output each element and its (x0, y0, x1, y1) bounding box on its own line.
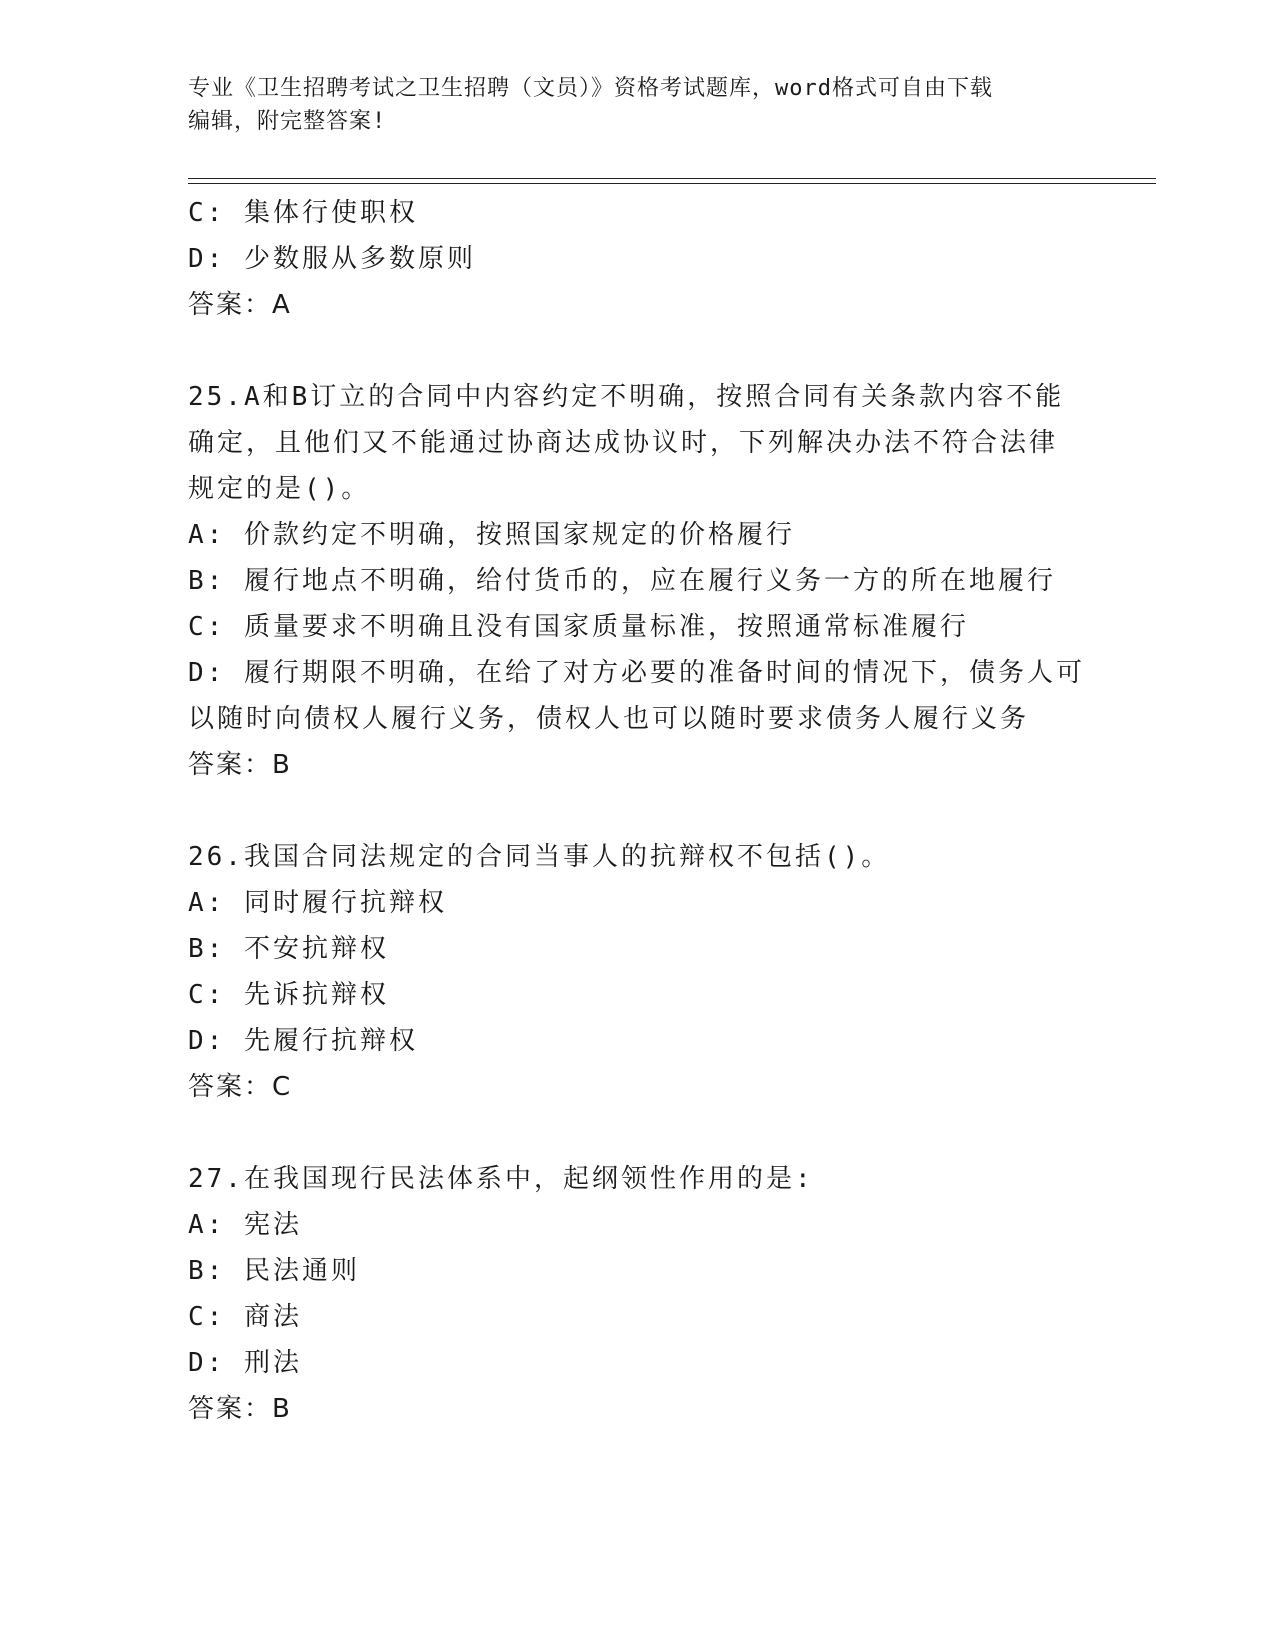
option-c: C: 先诉抗辩权 (188, 980, 389, 1010)
header-divider-top (188, 178, 1156, 179)
option-d: D: 履行期限不明确，在给了对方必要的准备时间的情况下，债务人可 (188, 658, 1085, 688)
question-list (188, 190, 1088, 1432)
question-25 (188, 374, 1088, 788)
option-b: B: 不安抗辩权 (188, 934, 389, 964)
question-stem: 确定，且他们又不能通过协商达成协议时，下列解决办法不符合法律 (188, 428, 1059, 458)
question-stem: 规定的是()。 (188, 474, 371, 504)
option-d-continued: 以随时向债权人履行义务，债权人也可以随时要求债务人履行义务 (188, 704, 1030, 734)
option-c: C: 质量要求不明确且没有国家质量标准，按照通常标准履行 (188, 612, 969, 642)
option-d: D: 少数服从多数原则 (188, 244, 476, 274)
header-line-1: 专业《卫生招聘考试之卫生招聘（文员）》资格考试题库，word格式可自由下载 (188, 76, 993, 101)
header-line-2: 编辑，附完整答案! (188, 109, 387, 134)
question-24-tail (188, 190, 1088, 328)
option-c: C: 商法 (188, 1302, 302, 1332)
option-c: C: 集体行使职权 (188, 198, 418, 228)
question-stem: 26.我国合同法规定的合同当事人的抗辩权不包括()。 (188, 842, 891, 872)
answer: 答案：C (188, 1072, 293, 1102)
question-27 (188, 1156, 1088, 1432)
document-header (188, 72, 1068, 138)
spacer (188, 1110, 1088, 1156)
header-divider-bottom (188, 183, 1156, 184)
question-stem: 25.A和B订立的合同中内容约定不明确，按照合同有关条款内容不能 (188, 382, 1065, 412)
question-26 (188, 834, 1088, 1110)
option-a: A: 宪法 (188, 1210, 302, 1240)
spacer (188, 788, 1088, 834)
option-a: A: 价款约定不明确，按照国家规定的价格履行 (188, 520, 795, 550)
option-b: B: 履行地点不明确，给付货币的，应在履行义务一方的所在地履行 (188, 566, 1056, 596)
answer: 答案：B (188, 1394, 292, 1424)
spacer (188, 328, 1088, 374)
option-b: B: 民法通则 (188, 1256, 360, 1286)
question-stem: 27.在我国现行民法体系中，起纲领性作用的是: (188, 1164, 814, 1194)
option-d: D: 先履行抗辩权 (188, 1026, 418, 1056)
answer: 答案：B (188, 750, 292, 780)
option-d: D: 刑法 (188, 1348, 302, 1378)
option-a: A: 同时履行抗辩权 (188, 888, 447, 918)
answer: 答案：A (188, 290, 292, 320)
